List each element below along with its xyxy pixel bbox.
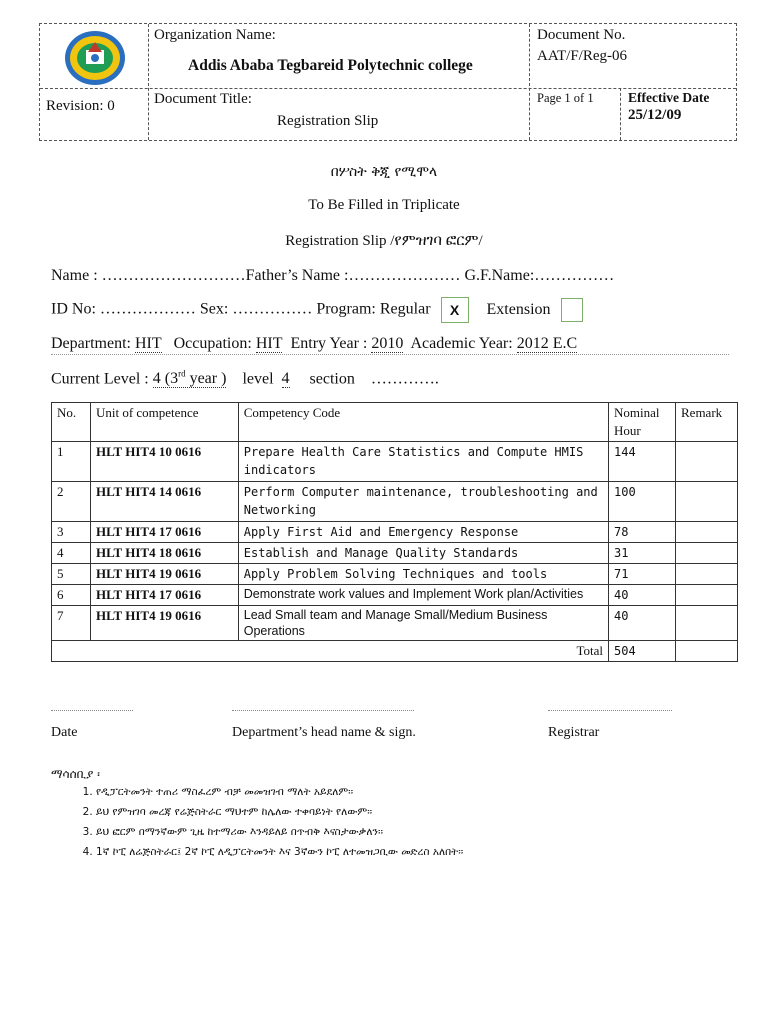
row-unit: HLT HIT4 19 0616 (90, 564, 238, 585)
department-head-label: Department’s head name & sign. (232, 725, 416, 740)
registrar-label: Registrar (548, 725, 600, 740)
doc-title-label: Document Title: (154, 91, 252, 107)
row-no: 1 (52, 442, 91, 482)
table-row (52, 543, 738, 564)
header-unit: Unit of competence (90, 403, 238, 442)
org-name-label: Organization Name: (154, 27, 276, 43)
level-label: level (242, 370, 274, 388)
row-code: Lead Small team and Manage Small/Medium Business Operations (238, 606, 608, 641)
row-hour: 31 (609, 543, 676, 564)
effective-date: 25/12/09 (628, 107, 682, 123)
row-remark (676, 482, 738, 522)
name-line: Name : ………………………Father’s Name :………………… G.F.Name:…………… (51, 267, 615, 284)
section-value: …………. (370, 370, 439, 388)
row-unit: HLT HIT4 18 0616 (90, 543, 238, 564)
doc-title: Registration Slip (277, 113, 379, 129)
occupation-value: HIT (255, 335, 283, 352)
competency-table (51, 402, 738, 662)
table-row (52, 606, 738, 641)
current-level-rest: year ) (185, 370, 227, 388)
header-remark: Remark (676, 403, 738, 442)
row-code: Prepare Health Care Statistics and Compute HMIS indicators (238, 442, 608, 482)
registrar-sign-line (548, 710, 672, 711)
header-hour: Nominal Hour (609, 403, 676, 442)
date-label: Date (51, 725, 78, 740)
id-sex-program-line (51, 297, 583, 323)
row-no: 7 (52, 606, 91, 641)
document-header (39, 23, 737, 141)
row-hour: 40 (609, 585, 676, 606)
row-no: 4 (52, 543, 91, 564)
section-label: section (309, 370, 355, 388)
row-no: 5 (52, 564, 91, 585)
current-level-line (51, 369, 439, 388)
page-number: Page 1 of 1 (537, 91, 594, 105)
extension-checkbox[interactable] (561, 298, 583, 322)
row-unit: HLT HIT4 17 0616 (90, 585, 238, 606)
total-label: Total (52, 641, 609, 662)
academic-year-value: 2012 E.C (516, 335, 578, 352)
table-row (52, 482, 738, 522)
org-name: Addis Ababa Tegbareid Polytechnic college (188, 57, 473, 74)
note-item: 1. የዲፓርትመንት ተጠሪ ማስፈረም ብቻ መመዝገብ ማለት አይደለም፡፡ (96, 782, 463, 802)
registration-slip-title: Registration Slip /የምዝገባ ፎርም/ (285, 233, 483, 249)
note-item: 4. 1ኛ ኮፒ ለሬጅስትራር፤ 2ኛ ኮፒ ለዲፓርትመንት እና 3ኛውን ኮፒ ለተመዝጋቢው መድረስ አለበት፡፡ (96, 842, 463, 862)
note-item: 3. ይህ ፎርም በማንኛውም ጊዜ ከተማሪው እንዳይለይ በጥብቅ እናስታውቃለን፡፡ (96, 822, 463, 842)
row-hour: 40 (609, 606, 676, 641)
revision: Revision: 0 (46, 98, 115, 114)
row-code: Apply Problem Solving Techniques and tools (238, 564, 608, 585)
triplicate-title: To Be Filled in Triplicate (308, 197, 460, 213)
row-code: Demonstrate work values and Implement Work plan/Activities (238, 585, 608, 606)
current-level-label: Current Level : (51, 370, 149, 388)
occupation-label: Occupation: (173, 335, 252, 352)
row-no: 2 (52, 482, 91, 522)
row-remark (676, 585, 738, 606)
current-level-number: 4 (3 (152, 370, 179, 388)
table-total-row (52, 641, 738, 662)
extension-label: Extension (486, 300, 551, 318)
total-value: 504 (609, 641, 676, 662)
level-value: 4 (281, 370, 290, 388)
department-line (51, 335, 729, 355)
row-no: 3 (52, 522, 91, 543)
effective-date-label: Effective Date (628, 90, 710, 105)
doc-no: AAT/F/Reg-06 (537, 48, 627, 64)
row-hour: 71 (609, 564, 676, 585)
date-sign-line (51, 710, 133, 711)
row-unit: HLT HIT4 10 0616 (90, 442, 238, 482)
header-code: Competency Code (238, 403, 608, 442)
department-value: HIT (134, 335, 162, 352)
total-remark (676, 641, 738, 662)
row-remark (676, 564, 738, 585)
college-logo (44, 28, 146, 88)
note-item: 2. ይህ የምዝገባ መረጃ የሬጅስትራር ማህተም ከሌለው ተቀባይነት የለውም፡፡ (96, 802, 463, 822)
head-sign-line (232, 710, 414, 711)
row-code: Apply First Aid and Emergency Response (238, 522, 608, 543)
amharic-triplicate-title: በሦስት ቅጂ የሚሞላ (330, 164, 438, 180)
row-unit: HLT HIT4 17 0616 (90, 522, 238, 543)
row-code: Perform Computer maintenance, troubleshooting and Networking (238, 482, 608, 522)
entry-year-label: Entry Year : (290, 335, 368, 352)
regular-checkbox[interactable]: X (441, 297, 469, 323)
row-remark (676, 606, 738, 641)
row-unit: HLT HIT4 19 0616 (90, 606, 238, 641)
table-row (52, 442, 738, 482)
id-sex-program-text: ID No: ……………… Sex: …………… Program: Regular (51, 300, 431, 318)
row-hour: 144 (609, 442, 676, 482)
table-row (52, 522, 738, 543)
row-remark (676, 543, 738, 564)
header-no: No. (52, 403, 91, 442)
row-no: 6 (52, 585, 91, 606)
logo-emblem-icon (44, 28, 146, 88)
notes-title: ማሳሰቢያ ፡ (51, 767, 100, 781)
current-level-sup: rd (178, 369, 186, 379)
table-row (52, 585, 738, 606)
table-header-row (52, 403, 738, 442)
row-code: Establish and Manage Quality Standards (238, 543, 608, 564)
row-remark (676, 522, 738, 543)
doc-no-label: Document No. (537, 27, 626, 43)
entry-year-value: 2010 (371, 335, 404, 352)
academic-year-label: Academic Year: (410, 335, 513, 352)
row-remark (676, 442, 738, 482)
row-hour: 100 (609, 482, 676, 522)
notes-list (70, 782, 463, 862)
current-level-value (153, 370, 227, 388)
table-row (52, 564, 738, 585)
row-hour: 78 (609, 522, 676, 543)
department-label: Department: (51, 335, 131, 352)
row-unit: HLT HIT4 14 0616 (90, 482, 238, 522)
